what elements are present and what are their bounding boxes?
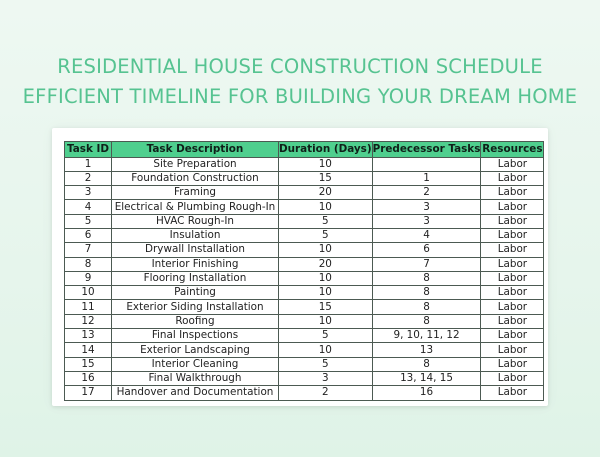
task-id-cell: 11	[65, 300, 112, 314]
predecessor-cell: 9, 10, 11, 12	[372, 329, 481, 343]
duration-cell: 10	[279, 314, 373, 328]
task-id-cell: 16	[65, 371, 112, 385]
predecessor-cell: 7	[372, 257, 481, 271]
duration-cell: 5	[279, 357, 373, 371]
table-row	[65, 286, 544, 300]
table-row	[65, 371, 544, 385]
task-description-cell: Painting	[112, 286, 279, 300]
table-row	[65, 200, 544, 214]
task-id-cell: 7	[65, 243, 112, 257]
predecessor-cell: 13, 14, 15	[372, 371, 481, 385]
duration-cell: 15	[279, 300, 373, 314]
task-description-cell: Flooring Installation	[112, 271, 279, 285]
task-description-cell: Electrical & Plumbing Rough-In	[112, 200, 279, 214]
task-id-cell: 13	[65, 329, 112, 343]
resources-cell: Labor	[481, 271, 544, 285]
task-id-cell: 3	[65, 186, 112, 200]
task-description-cell: Insulation	[112, 228, 279, 242]
predecessor-cell: 4	[372, 228, 481, 242]
resources-cell: Labor	[481, 357, 544, 371]
resources-cell: Labor	[481, 186, 544, 200]
task-description-cell: Handover and Documentation	[112, 386, 279, 400]
table-row	[65, 186, 544, 200]
task-description-cell: Exterior Siding Installation	[112, 300, 279, 314]
duration-cell: 3	[279, 371, 373, 385]
duration-cell: 10	[279, 343, 373, 357]
predecessor-cell: 2	[372, 186, 481, 200]
predecessor-cell: 8	[372, 300, 481, 314]
task-description-cell: Drywall Installation	[112, 243, 279, 257]
task-id-cell: 4	[65, 200, 112, 214]
table-row	[65, 329, 544, 343]
resources-cell: Labor	[481, 286, 544, 300]
task-description-cell: Foundation Construction	[112, 171, 279, 185]
resources-cell: Labor	[481, 371, 544, 385]
resources-cell: Labor	[481, 214, 544, 228]
table-body	[65, 157, 544, 400]
task-id-cell: 9	[65, 271, 112, 285]
task-id-cell: 15	[65, 357, 112, 371]
task-description-cell: HVAC Rough-In	[112, 214, 279, 228]
task-id-cell: 12	[65, 314, 112, 328]
task-id-cell: 6	[65, 228, 112, 242]
predecessor-cell: 13	[372, 343, 481, 357]
table-row	[65, 214, 544, 228]
title-line-1: RESIDENTIAL HOUSE CONSTRUCTION SCHEDULE	[57, 55, 543, 78]
table-row	[65, 314, 544, 328]
task-id-cell: 17	[65, 386, 112, 400]
task-description-cell: Interior Cleaning	[112, 357, 279, 371]
title-line-2: EFFICIENT TIMELINE FOR BUILDING YOUR DREAM HOME	[22, 85, 578, 108]
table-row	[65, 157, 544, 171]
task-description-cell: Exterior Landscaping	[112, 343, 279, 357]
table-row	[65, 171, 544, 185]
header-task-id: Task ID	[65, 142, 112, 158]
task-id-cell: 10	[65, 286, 112, 300]
task-id-cell: 5	[65, 214, 112, 228]
header-resources: Resources	[481, 142, 544, 158]
table-row	[65, 243, 544, 257]
table-row	[65, 343, 544, 357]
task-description-cell: Final Inspections	[112, 329, 279, 343]
resources-cell: Labor	[481, 314, 544, 328]
resources-cell: Labor	[481, 343, 544, 357]
resources-cell: Labor	[481, 228, 544, 242]
table-row	[65, 271, 544, 285]
predecessor-cell: 8	[372, 271, 481, 285]
predecessor-cell: 16	[372, 386, 481, 400]
table-row	[65, 386, 544, 400]
header-predecessor-tasks: Predecessor Tasks	[372, 142, 481, 158]
resources-cell: Labor	[481, 200, 544, 214]
predecessor-cell: 8	[372, 286, 481, 300]
resources-cell: Labor	[481, 386, 544, 400]
header-task-description: Task Description	[112, 142, 279, 158]
table-row	[65, 228, 544, 242]
duration-cell: 10	[279, 157, 373, 171]
predecessor-cell: 3	[372, 200, 481, 214]
duration-cell: 2	[279, 386, 373, 400]
task-description-cell: Interior Finishing	[112, 257, 279, 271]
table-row	[65, 300, 544, 314]
task-description-cell: Framing	[112, 186, 279, 200]
predecessor-cell	[372, 157, 481, 171]
resources-cell: Labor	[481, 157, 544, 171]
duration-cell: 5	[279, 214, 373, 228]
duration-cell: 20	[279, 186, 373, 200]
predecessor-cell: 8	[372, 357, 481, 371]
task-description-cell: Final Walkthrough	[112, 371, 279, 385]
predecessor-cell: 8	[372, 314, 481, 328]
header-duration: Duration (Days)	[279, 142, 373, 158]
table-header-row	[65, 142, 544, 158]
duration-cell: 10	[279, 243, 373, 257]
resources-cell: Labor	[481, 243, 544, 257]
duration-cell: 10	[279, 271, 373, 285]
resources-cell: Labor	[481, 300, 544, 314]
predecessor-cell: 3	[372, 214, 481, 228]
duration-cell: 10	[279, 200, 373, 214]
table-row	[65, 357, 544, 371]
task-id-cell: 14	[65, 343, 112, 357]
resources-cell: Labor	[481, 257, 544, 271]
page-title	[0, 52, 600, 112]
table-row	[65, 257, 544, 271]
task-id-cell: 8	[65, 257, 112, 271]
duration-cell: 20	[279, 257, 373, 271]
predecessor-cell: 6	[372, 243, 481, 257]
duration-cell: 10	[279, 286, 373, 300]
task-id-cell: 1	[65, 157, 112, 171]
task-description-cell: Site Preparation	[112, 157, 279, 171]
duration-cell: 5	[279, 329, 373, 343]
duration-cell: 15	[279, 171, 373, 185]
task-id-cell: 2	[65, 171, 112, 185]
duration-cell: 5	[279, 228, 373, 242]
predecessor-cell: 1	[372, 171, 481, 185]
resources-cell: Labor	[481, 329, 544, 343]
resources-cell: Labor	[481, 171, 544, 185]
schedule-table	[64, 141, 544, 401]
task-description-cell: Roofing	[112, 314, 279, 328]
